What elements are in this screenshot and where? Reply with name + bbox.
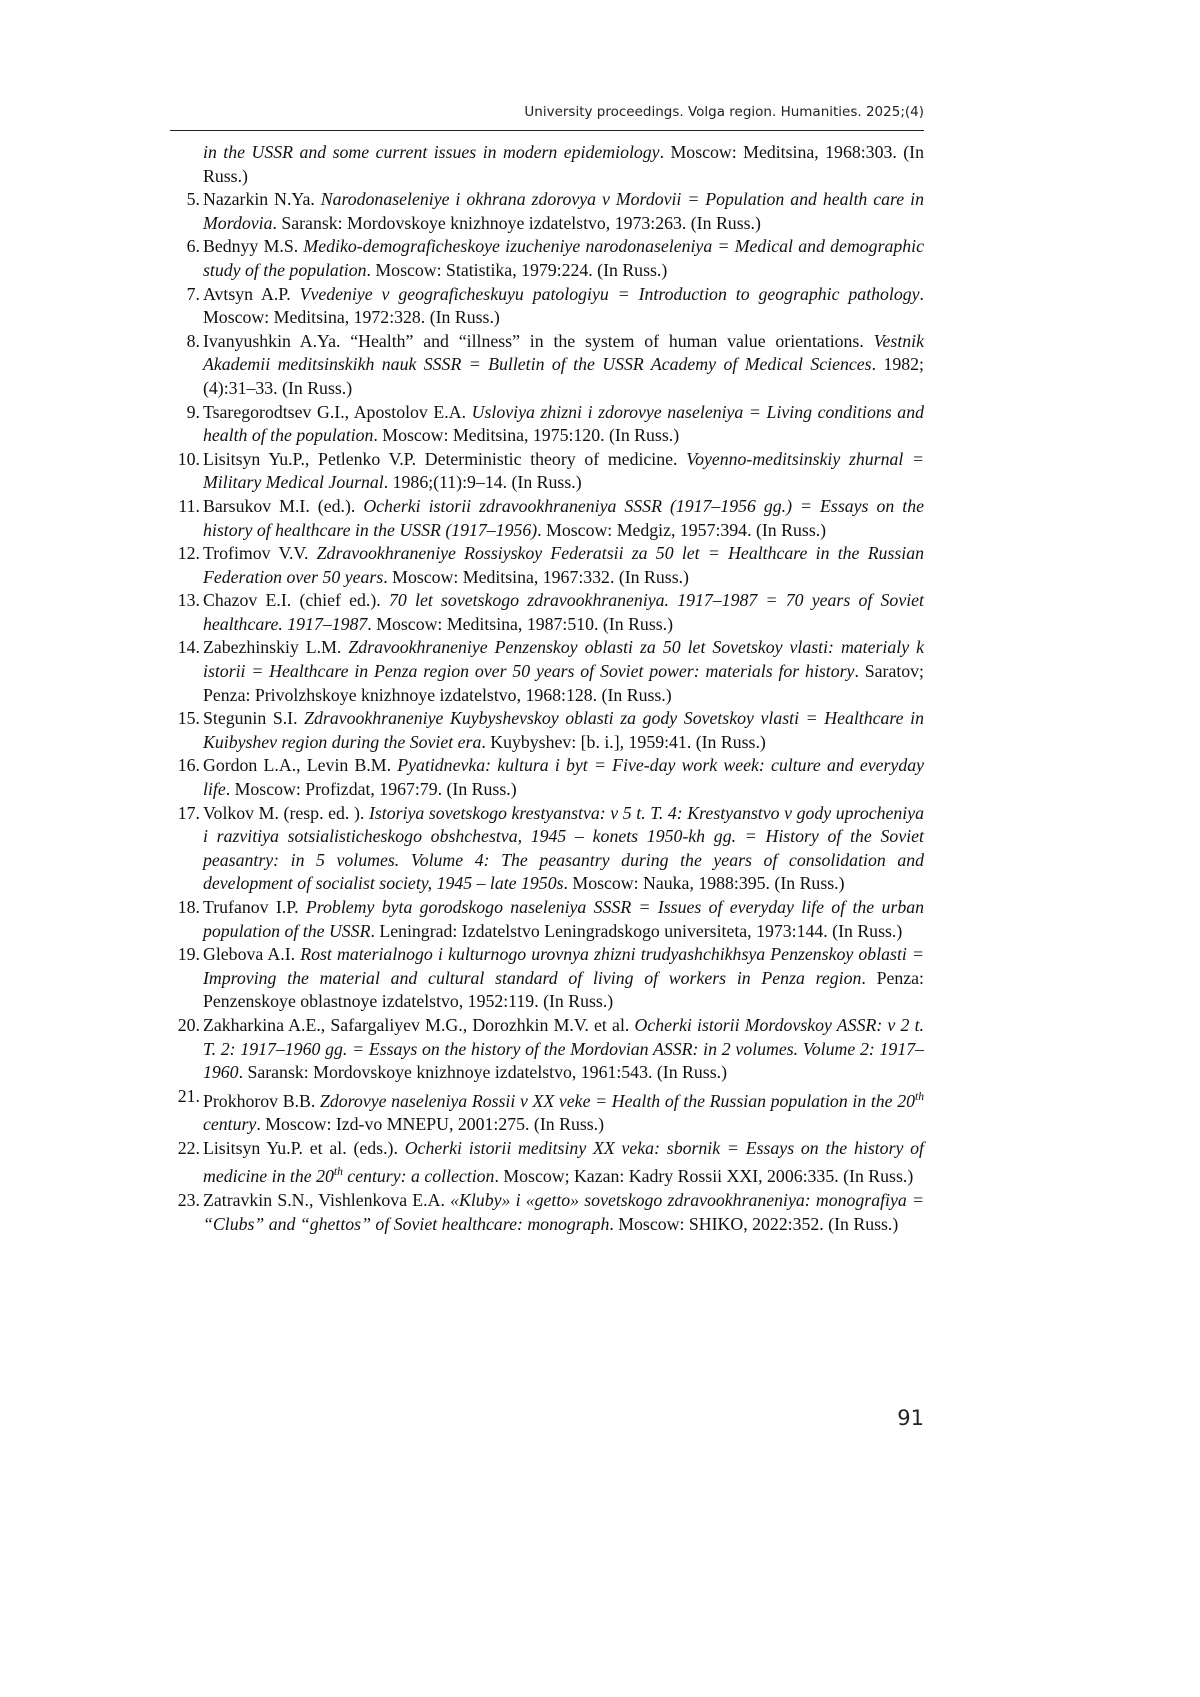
reference-title: Zdravookhraneniye Penzenskoy oblasti za 50 let Sovetskoy vlasti: materialy k istorii = Healthcare in Penza region over 50 years of Soviet power: materials for history bbox=[203, 637, 924, 682]
reference-text: Trofimov V.V. bbox=[203, 543, 317, 564]
reference-number: 22. bbox=[177, 1137, 200, 1158]
running-header bbox=[170, 102, 924, 131]
reference-text: Gordon L.A., Levin B.M. bbox=[203, 755, 398, 776]
reference-title: 70 let sovetskogo zdravookhraneniya. 1917–1987 = 70 years of Soviet healthcare. 1917–1987 bbox=[203, 590, 924, 634]
reference-item bbox=[170, 636, 924, 707]
reference-text: Barsukov M.I. (ed.). bbox=[203, 495, 364, 516]
reference-text: . Leningrad: Izdatelstvo Leningradskogo universiteta, 1973:144. (In Russ.) bbox=[370, 920, 903, 941]
reference-number: 6. bbox=[186, 236, 200, 257]
reference-text: Lisitsyn Yu.P. et al. (eds.). bbox=[203, 1137, 405, 1158]
reference-number: 19. bbox=[177, 944, 200, 965]
reference-number: 18. bbox=[177, 897, 200, 917]
reference-text: Zabezhinskiy L.M. bbox=[203, 637, 349, 658]
reference-text: . Saransk: Mordovskoye knizhnoye izdatelstvo, 1973:263. (In Russ.) bbox=[272, 212, 761, 233]
reference-title: Pyatidnevka: kultura i byt = Five-day work week: culture and everyday life bbox=[203, 755, 924, 800]
reference-item bbox=[170, 401, 924, 448]
reference-title: th bbox=[915, 1089, 925, 1103]
reference-title: Mediko-demograficheskoye izucheniye narodonaseleniya = Medical and demographic study of the population bbox=[203, 236, 924, 280]
reference-item bbox=[170, 589, 924, 636]
reference-number: 15. bbox=[177, 708, 200, 729]
reference-text: Bednyy M.S. bbox=[203, 236, 304, 257]
reference-text: Ivanyushkin A.Ya. “Health” and “illness” in the system of human value orientations. bbox=[203, 330, 874, 351]
reference-title: Ocherki istorii Mordovskoy ASSR: v 2 t. T. 2: 1917–1960 gg. = Essays on the history of the Mordovian ASSR: in 2 volumes. Volume 2: 1917–1960 bbox=[203, 1014, 925, 1083]
reference-title: in the USSR and some current issues in modern epidemiology bbox=[203, 142, 660, 162]
reference-item bbox=[170, 707, 924, 754]
reference-number: 12. bbox=[177, 543, 200, 564]
reference-item bbox=[170, 283, 924, 330]
reference-item bbox=[170, 542, 924, 589]
reference-text: Stegunin S.I. bbox=[203, 708, 305, 729]
reference-text: Zakharkina A.E., Safargaliyev M.G., Dorozhkin M.V. et al. bbox=[203, 1014, 635, 1035]
reference-title: Rost materialnogo i kulturnogo urovnya zhizni trudyashchikhsya Penzenskoy oblasti = Improving the material and cultural standard of living of workers in Penza region bbox=[203, 944, 924, 988]
reference-item bbox=[170, 1137, 924, 1189]
reference-text: . Moscow: Izd-vo MNEPU, 2001:275. (In Russ.) bbox=[256, 1114, 605, 1135]
reference-number: 11. bbox=[178, 495, 200, 516]
reference-number: 17. bbox=[177, 802, 200, 823]
reference-text: Chazov E.I. (chief ed.). bbox=[203, 590, 389, 611]
reference-title: century: a collection bbox=[342, 1166, 495, 1187]
reference-text: . Saransk: Mordovskoye knizhnoye izdatelstvo, 1961:543. (In Russ.) bbox=[238, 1062, 727, 1083]
reference-item bbox=[170, 1014, 924, 1085]
reference-text: . Moscow: Meditsina, 1975:120. (In Russ.) bbox=[373, 425, 680, 446]
reference-number: 9. bbox=[186, 401, 200, 422]
reference-item bbox=[170, 896, 924, 943]
reference-number: 8. bbox=[186, 330, 200, 351]
reference-text: . Moscow: Profizdat, 1967:79. (In Russ.) bbox=[225, 779, 517, 800]
reference-text: Volkov M. (resp. ed. ). bbox=[203, 802, 369, 823]
reference-title: Usloviya zhizni i zdorovye naseleniya = Living conditions and health of the population bbox=[203, 401, 924, 446]
reference-text: . Moscow: SHIKO, 2022:352. (In Russ.) bbox=[609, 1213, 899, 1234]
reference-text: . 1986;(11):9–14. (In Russ.) bbox=[383, 472, 582, 493]
reference-number: 10. bbox=[177, 448, 200, 469]
reference-text: Glebova A.I. bbox=[203, 944, 301, 965]
reference-number: 20. bbox=[177, 1014, 200, 1035]
reference-text: Tsaregorodtsev G.I., Apostolov E.A. bbox=[203, 401, 472, 422]
reference-item bbox=[170, 495, 924, 542]
reference-title: century bbox=[203, 1114, 257, 1135]
reference-number: 5. bbox=[186, 189, 200, 210]
reference-title: th bbox=[333, 1165, 343, 1179]
reference-text: . Moscow: Meditsina, 1968:303. (In Russ.) bbox=[203, 142, 924, 186]
reference-text: Lisitsyn Yu.P., Petlenko V.P. Deterministic theory of medicine. bbox=[203, 448, 687, 469]
reference-title: Ocherki istorii zdravookhraneniya SSSR (1917–1956 gg.) = Essays on the history of healthcare in the USSR (1917–1956) bbox=[203, 495, 924, 540]
reference-title: Ocherki istorii meditsiny XX veka: sbornik = Essays on the history of medicine in the 20 bbox=[203, 1137, 925, 1187]
reference-number: 14. bbox=[177, 637, 200, 658]
reference-title: Zdravookhraneniye Kuybyshevskoy oblasti za gody Sovetskoy vlasti = Healthcare in Kuibyshev region during the Soviet era bbox=[203, 708, 924, 752]
reference-item bbox=[170, 235, 924, 282]
journal-title: University proceedings. Volga region. Humanities. 2025;(4) bbox=[524, 104, 924, 120]
reference-text: . Moscow: Medgiz, 1957:394. (In Russ.) bbox=[537, 519, 827, 540]
reference-text: . Moscow: Nauka, 1988:395. (In Russ.) bbox=[563, 873, 845, 894]
reference-title: Vvedeniye v geograficheskuyu patologiyu = Introduction to geographic pathology bbox=[299, 283, 920, 304]
reference-text: . Moscow: Meditsina, 1987:510. (In Russ.) bbox=[367, 613, 674, 634]
reference-text: . Moscow: Statistika, 1979:224. (In Russ.) bbox=[366, 259, 668, 280]
reference-text: . Moscow: Meditsina, 1972:328. (In Russ.) bbox=[203, 283, 924, 328]
reference-number: 13. bbox=[177, 590, 200, 611]
reference-item bbox=[170, 141, 924, 188]
reference-text: Trufanov I.P. bbox=[203, 897, 306, 917]
reference-item bbox=[170, 330, 924, 401]
reference-title: Zdorovye naseleniya Rossii v XX veke = Health of the Russian population in the 20 bbox=[320, 1090, 916, 1111]
reference-text: Zatravkin S.N., Vishlenkova E.A. bbox=[203, 1189, 451, 1210]
reference-text: Prokhorov B.B. bbox=[203, 1090, 320, 1111]
reference-item bbox=[170, 1189, 924, 1236]
reference-title: «Kluby» i «getto» sovetskogo zdravookhraneniya: monografiya = “Clubs” and “ghettos” of Soviet healthcare: monograph bbox=[203, 1189, 924, 1234]
reference-title: Istoriya sovetskogo krestyanstva: v 5 t. T. 4: Krestyanstvo v gody uprocheniya i razvitiya sotsialisticheskogo obshchestva, 1945 – konets 1950-kh gg. = History of the Soviet peasantry: in 5 volumes. Volume 4: The peasantry during the years of consolidation and development of socialist society, 1945 – late 1950s bbox=[203, 802, 924, 894]
reference-text: . Kuybyshev: [b. i.], 1959:41. (In Russ.) bbox=[481, 731, 766, 752]
reference-number: 23. bbox=[177, 1189, 200, 1210]
reference-text: Nazarkin N.Ya. bbox=[203, 189, 321, 210]
reference-number: 7. bbox=[186, 283, 200, 304]
reference-item bbox=[170, 1085, 924, 1137]
reference-text: . Penza: Penzenskoye oblastnoye izdatelstvo, 1952:119. (In Russ.) bbox=[203, 967, 924, 1012]
reference-title: Voyenno-meditsinskiy zhurnal = Military Medical Journal bbox=[203, 448, 924, 493]
reference-item bbox=[170, 754, 924, 801]
reference-text: . 1982;(4):31–33. (In Russ.) bbox=[203, 354, 924, 398]
page-number: 91 bbox=[897, 1406, 924, 1430]
reference-list bbox=[170, 141, 924, 1236]
reference-item bbox=[170, 188, 924, 235]
reference-item bbox=[170, 943, 924, 1014]
reference-text: . Moscow; Kazan: Kadry Rossii XXI, 2006:335. (In Russ.) bbox=[494, 1166, 914, 1187]
reference-text: Avtsyn A.P. bbox=[203, 283, 300, 304]
reference-item bbox=[170, 802, 924, 896]
reference-number: 16. bbox=[177, 755, 200, 776]
reference-text: . Saratov; Penza: Privolzhskoye knizhnoye izdatelstvo, 1968:128. (In Russ.) bbox=[203, 661, 924, 705]
reference-text: . Moscow: Meditsina, 1967:332. (In Russ.) bbox=[383, 566, 689, 587]
reference-title: Vestnik Akademii meditsinskikh nauk SSSR = Bulletin of the USSR Academy of Medical Sciences bbox=[203, 330, 924, 375]
reference-title: Zdravookhraneniye Rossiyskoy Federatsii za 50 let = Healthcare in the Russian Federation over 50 years bbox=[203, 543, 925, 587]
reference-title: Narodonaseleniye i okhrana zdorovya v Mordovii = Population and health care in Mordovia bbox=[203, 189, 924, 233]
reference-item bbox=[170, 448, 924, 495]
reference-number: 21. bbox=[177, 1085, 200, 1106]
reference-title: Problemy byta gorodskogo naseleniya SSSR = Issues of everyday life of the urban population of the USSR bbox=[203, 897, 924, 941]
